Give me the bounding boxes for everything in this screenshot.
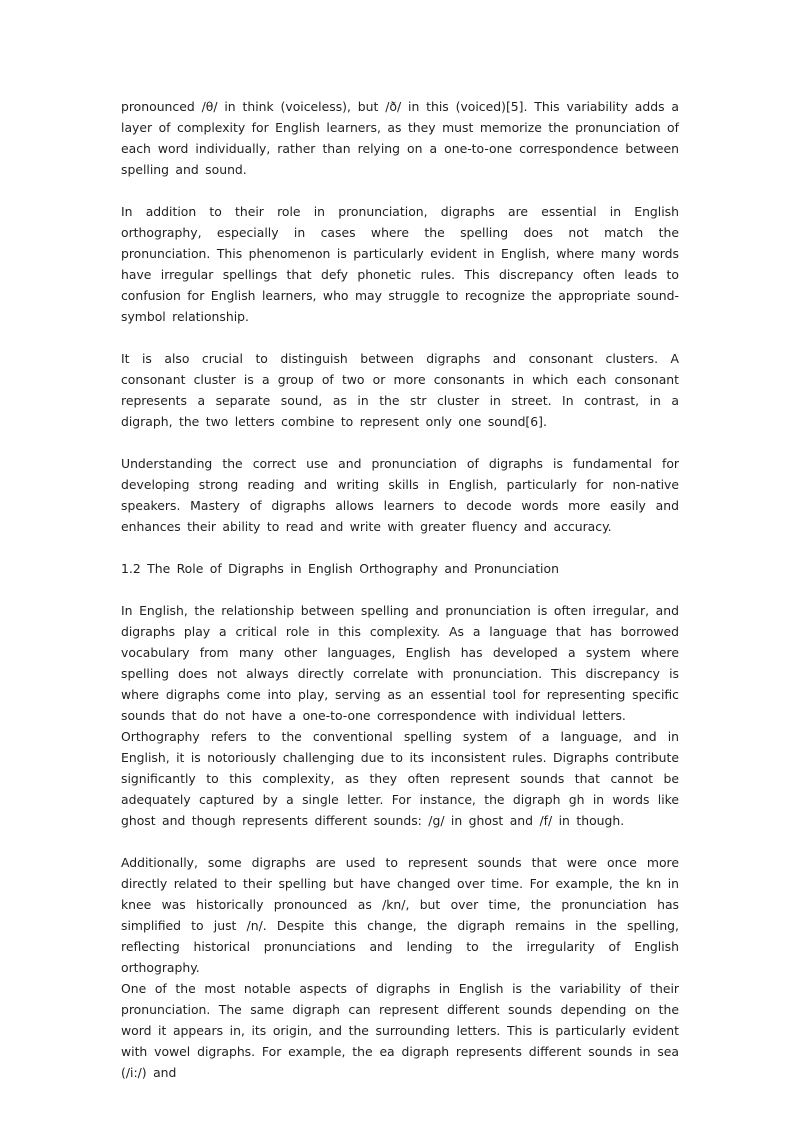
document-body [121,96,679,1083]
paragraph-historical-digraphs: Additionally, some digraphs are used to represent sounds that were once more directly related to their spelling but have changed over time. For example, the kn in knee was historically pronounced as /kn/, but over time, the pronunciation has simplified to just /n/. Despite this change, the digraph remains in the spelling, reflecting historical pronunciations and lending to the irregularity of English orthography. [121,855,679,975]
paragraph-orthography-role: In addition to their role in pronunciation, digraphs are essential in English orthography, especially in cases where the spelling does not match the pronunciation. This phenomenon is particularly evident in English, where many words have irregular spellings that defy phonetic rules. This discrepancy often leads to confusion for English learners, who may struggle to recognize the appropriate sound-symbol relationship. [121,204,679,324]
paragraph-digraph-variability: One of the most notable aspects of digraphs in English is the variability of their pronunciation. The same digraph can represent different sounds depending on the word it appears in, its origin, and the surrounding letters. This is particularly evident with vowel digraphs. For example, the ea digraph represents different sounds in sea (/i:/) and [121,981,679,1080]
paragraph-spelling-relationship: In English, the relationship between spelling and pronunciation is often irregular, and digraphs play a critical role in this complexity. As a language that has borrowed vocabulary from many other languages, English has developed a system where spelling does not always directly correlate with pronunciation. This discrepancy is where digraphs come into play, serving as an essential tool for representing specific sounds that do not have a one-to-one correspondence with individual letters. [121,603,679,723]
paragraph-understanding-digraphs: Understanding the correct use and pronunciation of digraphs is fundamental for developing strong reading and writing skills in English, particularly for non-native speakers. Mastery of digraphs allows learners to decode words more easily and enhances their ability to read and write with greater fluency and accuracy. [121,456,679,534]
section-heading: 1.2 The Role of Digraphs in English Orthography and Pronunciation [121,561,559,576]
paragraph-orthography-definition: Orthography refers to the conventional spelling system of a language, and in English, it is notoriously challenging due to its inconsistent rules. Digraphs contribute significantly to this complexity, as they often represent sounds that cannot be adequately captured by a single letter. For instance, the digraph gh in words like ghost and though represents different sounds: /g/ in ghost and /f/ in though. [121,729,680,828]
paragraph-pronunciation-variability: pronounced /θ/ in think (voiceless), but /ð/ in this (voiced)[5]. This variability adds a layer of complexity for English learners, as they must memorize the pronunciation of each word individually, rather than relying on a one-to-one correspondence between spelling and sound. [121,99,679,177]
paragraph-consonant-clusters: It is also crucial to distinguish between digraphs and consonant clusters. A consonant cluster is a group of two or more consonants in which each consonant represents a separate sound, as in the str cluster in street. In contrast, in a digraph, the two letters combine to represent only one sound[6]. [121,351,679,429]
